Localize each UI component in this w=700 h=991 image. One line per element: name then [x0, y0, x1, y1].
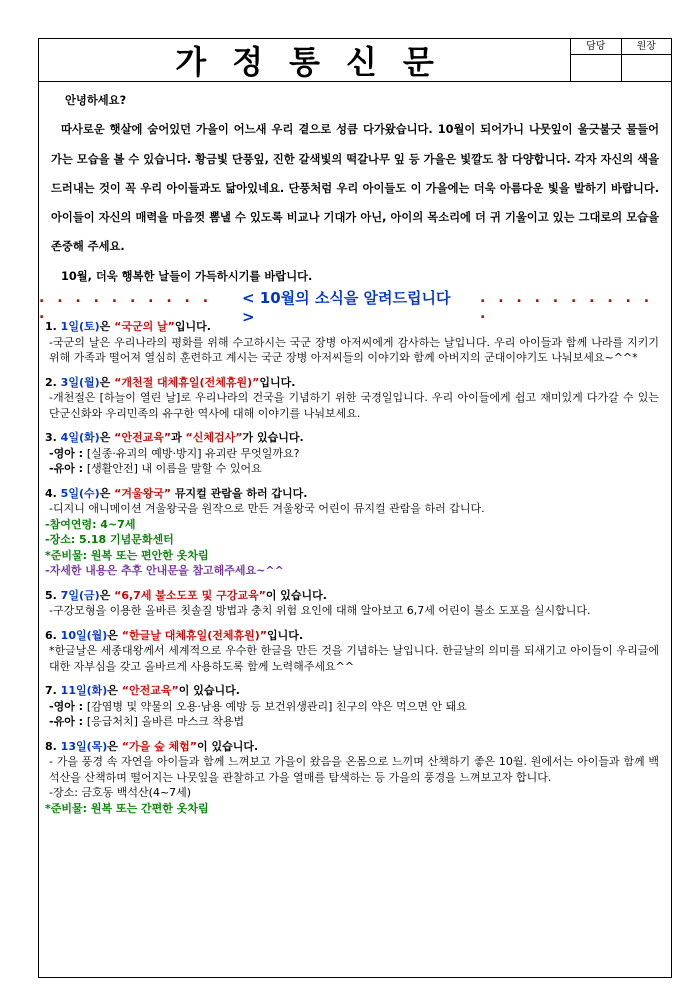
approval-cell-director — [622, 39, 672, 81]
news-item — [45, 486, 659, 579]
item-date: 4일(화) — [60, 431, 100, 445]
news-item-heading — [45, 375, 659, 391]
news-item — [45, 739, 659, 817]
item-detail: -장소: 5.18 기념문화센터 — [45, 533, 174, 547]
sub-row-label: -영아 : — [49, 699, 87, 713]
news-item — [45, 683, 659, 730]
item-date: 10일(월) — [60, 628, 108, 642]
item-detail: *준비물: 원복 또는 편안한 옷차림 — [45, 548, 209, 562]
item-number: 5. — [45, 588, 61, 602]
item-number: 3. — [45, 431, 61, 445]
item-date: 5일(수) — [60, 486, 100, 500]
intro-paragraph: 따사로운 햇살에 숨어있던 가을이 어느새 우리 곁으로 성큼 다가왔습니다. 10월이 되어가니 나뭇잎이 울긋불긋 물들어 가는 모습을 볼 수 있습니다. 황금빛 단풍잎, 진한 갈색빛의 떡갈나무 잎 등 가을은 빛깔도 참 다양합니다. 각자 자신의 색을 드러내는 것이 꼭 우리 아이들과도 닮아있네요. 단풍처럼 우리 아이들도 이 가을에는 더욱 아름다운 빛을 발하기 바랍니다. 아이들이 자신의 매력을 마음껏 뽐낼 수 있도록 비교나 기대가 아닌, 아이의 목소리에 더 귀 기울이고 있는 그대로의 모습을 존중해 주세요. — [51, 123, 659, 254]
sub-row-text: [감염병 및 약물의 오용·남용 예방 등 보건위생관리] 친구의 약은 먹으면 안 돼요 — [86, 699, 467, 713]
item-event: “안전교육” — [121, 684, 179, 698]
item-description: -구강모형을 이용한 올바른 칫솔질 방법과 충치 위험 요인에 대해 알아보고 6,7세 어린이 불소 도포을 실시합니다. — [49, 604, 591, 618]
item-connector: 은 — [107, 628, 122, 642]
sub-row-label: -유아 : — [49, 462, 87, 476]
item-description: -개천절은 [하늘이 열린 날]로 우리나라의 건국을 기념하기 위한 국경일입니다. 우리 아이들에게 쉽고 재미있게 다가갈 수 있는 단군신화와 우리민족의 유구한 역사에 대해 이야기를 나눠보세요. — [49, 391, 659, 420]
item-event: “개천절 대체휴일(전체휴원)” — [114, 375, 260, 389]
item-description: *한글날은 세종대왕께서 세계적으로 우수한 한글을 만든 것을 기념하는 날입니다. 한글날의 의미를 되새기고 아이들이 우리글에 대한 자부심을 갖고 올바르게 사용하도록 함께 노력해주세요^^ — [49, 644, 659, 673]
item-suffix: 입니다. — [267, 628, 304, 642]
item-connector: 은 — [99, 375, 115, 389]
item-event: “겨울왕국” — [114, 486, 172, 500]
news-item-heading — [45, 430, 659, 446]
approval-table — [570, 39, 671, 81]
item-suffix: 입니다. — [259, 375, 296, 389]
news-list — [39, 319, 671, 816]
news-item — [45, 375, 659, 422]
item-description: - 가을 풍경 속 자연을 아이들과 함께 느껴보고 가을이 왔음을 온몸으로 느끼며 산책하기 좋은 10월. 원에서는 아이들과 함께 백석산을 산책하며 떨어지는 나뭇잎을 관찰하고 가을 열매를 탐색하는 등 가을의 풍경을 느껴보고자 합니다. — [49, 755, 659, 784]
item-detail: -참여연령: 4~7세 — [45, 517, 136, 531]
item-suffix: 뮤지컬 관람을 하러 갑니다. — [171, 486, 308, 500]
news-item — [45, 319, 659, 366]
approval-label: 담당 — [571, 39, 621, 55]
item-suffix: 이 있습니다. — [197, 739, 259, 753]
item-suffix: 입니다. — [174, 320, 211, 334]
item-date: 1일(토) — [60, 320, 100, 334]
approval-sign-box — [571, 55, 621, 81]
item-sub-row — [45, 714, 659, 730]
item-detail: *준비물: 원복 또는 간편한 옷차림 — [45, 801, 209, 815]
item-number: 4. — [45, 486, 61, 500]
banner-dots-left: . . . . . . . . . . . — [39, 290, 213, 323]
banner-title: < 10월의 소식을 알려드립니다 > — [242, 288, 451, 326]
item-number: 7. — [45, 684, 61, 698]
item-connector: 은 — [107, 739, 122, 753]
approval-sign-box — [622, 55, 672, 81]
news-item-heading — [45, 628, 659, 644]
item-connector: 은 — [99, 588, 115, 602]
item-sub-row — [45, 699, 659, 715]
item-number: 8. — [45, 739, 61, 753]
sub-row-text: [생활안전] 내 이름을 말할 수 있어요 — [86, 462, 262, 476]
item-note: -자세한 내용은 추후 안내문을 참고해주세요~^^ — [45, 564, 284, 578]
item-location: -장소: 금호동 백석산(4~7세) — [49, 786, 192, 800]
sub-row-text: [응급처치] 올바른 마스크 착용법 — [86, 715, 245, 729]
banner-dots-right: . . . . . . . . . . . — [480, 290, 654, 323]
sub-row-text: [실종·유괴의 예방·방지] 유괴란 무엇일까요? — [86, 446, 300, 460]
header — [39, 39, 671, 82]
news-item — [45, 430, 659, 477]
item-event: “안전교육” — [114, 431, 172, 445]
item-sub-row — [45, 461, 659, 477]
item-number: 2. — [45, 375, 61, 389]
item-connector: 은 — [107, 684, 122, 698]
item-connector: 과 — [171, 431, 186, 445]
news-item-heading — [45, 739, 659, 755]
item-number: 1. — [45, 320, 61, 334]
greeting: 안녕하세요? — [65, 94, 127, 107]
item-suffix: 이 있습니다. — [265, 588, 327, 602]
item-connector: 은 — [99, 486, 115, 500]
item-description: -국군의 날은 우리나라의 평화를 위해 수고하시는 국군 장병 아저씨에게 감사하는 날입니다. 우리 아이들과 함께 나라를 지키기 위해 가족과 떨어져 열심히 훈련하고 계시는 국군 장병 아저씨들의 이야기와 함께 아버지의 군대이야기도 나눠보세요~^^* — [49, 335, 659, 365]
sub-row-label: -유아 : — [49, 715, 87, 729]
item-suffix: 가 있습니다. — [242, 431, 304, 445]
item-date: 11일(화) — [60, 684, 108, 698]
item-event: “한글날 대체휴일(전체휴원)” — [121, 628, 267, 642]
news-item-heading — [45, 683, 659, 699]
item-date: 3일(월) — [60, 375, 100, 389]
news-item — [45, 588, 659, 619]
sub-row-label: -영아 : — [49, 446, 87, 460]
item-event: “6,7세 불소도포 및 구강교육” — [114, 588, 266, 602]
page-title: 가정통신문 — [175, 43, 460, 81]
item-description: -디지니 애니메이션 겨울왕국을 원작으로 만든 겨울왕국 어린이 뮤지컬 관람을 하러 갑니다. — [49, 502, 485, 516]
item-event: “신체검사” — [185, 431, 243, 445]
item-sub-row — [45, 446, 659, 462]
closing-line: 10월, 더욱 행복한 날들이 가득하시기를 바랍니다. — [61, 269, 313, 283]
item-event: “국군의 날” — [114, 320, 175, 334]
item-connector: 은 — [99, 320, 115, 334]
intro-section — [39, 82, 671, 291]
item-event: “가을 숲 체험” — [121, 739, 198, 753]
approval-cell-manager — [571, 39, 622, 81]
item-date: 13일(목) — [60, 739, 108, 753]
approval-label: 원장 — [622, 39, 672, 55]
item-number: 6. — [45, 628, 61, 642]
news-item-heading — [45, 588, 659, 604]
item-connector: 은 — [99, 431, 115, 445]
item-date: 7일(금) — [60, 588, 100, 602]
news-banner — [39, 288, 671, 326]
item-suffix: 이 있습니다. — [178, 684, 240, 698]
newsletter-page — [38, 38, 672, 978]
news-item — [45, 628, 659, 675]
news-item-heading — [45, 486, 659, 502]
